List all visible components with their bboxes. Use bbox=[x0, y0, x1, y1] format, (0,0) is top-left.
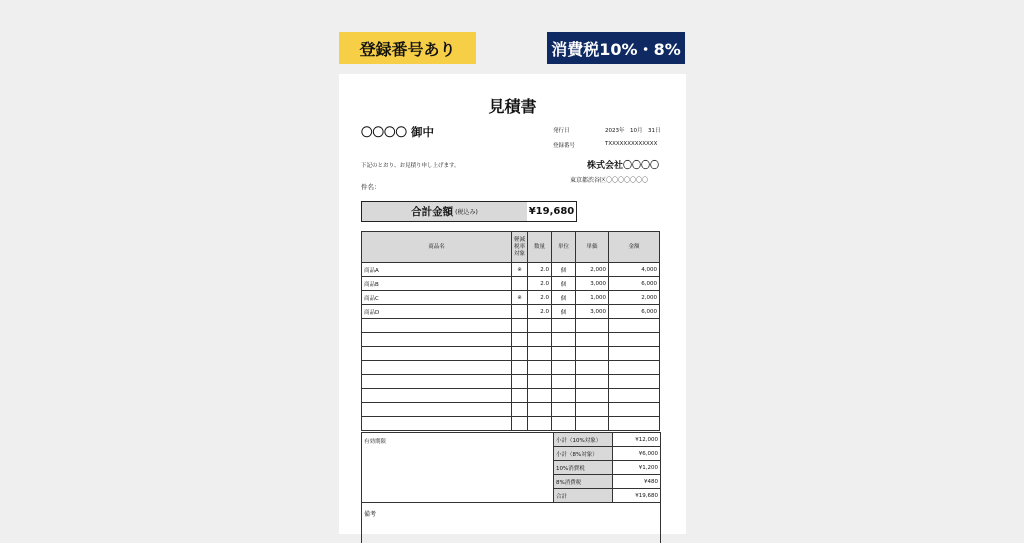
recipient-name: 〇〇〇〇 御中 bbox=[361, 125, 435, 139]
header-product: 商品名 bbox=[362, 232, 512, 263]
cell-price: 3,000 bbox=[576, 277, 609, 291]
table-row bbox=[362, 319, 660, 333]
cell-product: 商品C bbox=[362, 291, 512, 305]
cell-amount bbox=[609, 333, 660, 347]
cell-unit: 個 bbox=[552, 291, 576, 305]
cell-product bbox=[362, 403, 512, 417]
cell-product: 商品D bbox=[362, 305, 512, 319]
cell-price: 1,000 bbox=[576, 291, 609, 305]
cell-qty bbox=[528, 333, 552, 347]
table-row bbox=[362, 417, 660, 431]
header-unit: 単位 bbox=[552, 232, 576, 263]
cell-reduced bbox=[512, 319, 528, 333]
document-meta bbox=[553, 126, 661, 156]
cell-amount: 6,000 bbox=[609, 305, 660, 319]
cell-reduced bbox=[512, 347, 528, 361]
cell-reduced bbox=[512, 361, 528, 375]
cell-unit: 個 bbox=[552, 263, 576, 277]
cell-reduced: ※ bbox=[512, 291, 528, 305]
cell-reduced bbox=[512, 389, 528, 403]
cell-product bbox=[362, 361, 512, 375]
cell-unit bbox=[552, 361, 576, 375]
cell-reduced bbox=[512, 277, 528, 291]
cell-unit: 個 bbox=[552, 277, 576, 291]
cell-amount: 6,000 bbox=[609, 277, 660, 291]
table-row bbox=[362, 375, 660, 389]
cell-price: 3,000 bbox=[576, 305, 609, 319]
subtotal-row bbox=[554, 447, 661, 461]
cell-qty bbox=[528, 361, 552, 375]
cell-qty: 2.0 bbox=[528, 291, 552, 305]
table-row bbox=[362, 263, 660, 277]
table-row bbox=[362, 333, 660, 347]
subtotal-label: 合計 bbox=[554, 489, 613, 503]
subtotal-value: ¥19,680 bbox=[613, 489, 661, 503]
table-row bbox=[362, 347, 660, 361]
cell-qty bbox=[528, 319, 552, 333]
cell-product bbox=[362, 389, 512, 403]
total-amount-box bbox=[361, 201, 577, 222]
cell-reduced bbox=[512, 403, 528, 417]
cell-qty: 2.0 bbox=[528, 263, 552, 277]
subtotal-value: ¥6,000 bbox=[613, 447, 661, 461]
company-address: 東京都渋谷区〇〇〇〇〇〇〇 bbox=[570, 177, 649, 184]
subtotal-value: ¥480 bbox=[613, 475, 661, 489]
cell-amount bbox=[609, 403, 660, 417]
registration-badge: 登録番号あり bbox=[339, 32, 476, 64]
header-unit-price: 単価 bbox=[576, 232, 609, 263]
company-name: 株式会社〇〇〇〇 bbox=[587, 161, 660, 171]
table-row bbox=[362, 403, 660, 417]
table-row bbox=[362, 389, 660, 403]
cell-unit bbox=[552, 347, 576, 361]
cell-unit bbox=[552, 403, 576, 417]
cell-price bbox=[576, 319, 609, 333]
table-row bbox=[362, 305, 660, 319]
subtotal-row bbox=[554, 461, 661, 475]
subtotal-row bbox=[554, 475, 661, 489]
header-reduced-rate: 軽減税率対象 bbox=[512, 232, 528, 263]
total-label-note: (税込み) bbox=[455, 209, 478, 216]
cell-product bbox=[362, 347, 512, 361]
table-row bbox=[362, 361, 660, 375]
subtotal-value: ¥12,000 bbox=[613, 433, 661, 447]
cell-amount: 2,000 bbox=[609, 291, 660, 305]
cell-qty bbox=[528, 375, 552, 389]
cell-unit bbox=[552, 333, 576, 347]
header-amount: 金額 bbox=[609, 232, 660, 263]
subtotal-value: ¥1,200 bbox=[613, 461, 661, 475]
subtotal-label: 小計（8%対象） bbox=[554, 447, 613, 461]
cell-price bbox=[576, 417, 609, 431]
cell-amount bbox=[609, 319, 660, 333]
subject-label: 件名： bbox=[361, 183, 381, 191]
cell-price: 2,000 bbox=[576, 263, 609, 277]
cell-unit bbox=[552, 389, 576, 403]
total-amount-value: ¥19,680 bbox=[528, 206, 575, 217]
table-row bbox=[362, 291, 660, 305]
cell-product: 商品A bbox=[362, 263, 512, 277]
cell-unit: 個 bbox=[552, 305, 576, 319]
table-row bbox=[362, 277, 660, 291]
cell-reduced bbox=[512, 305, 528, 319]
cell-product: 商品B bbox=[362, 277, 512, 291]
cell-qty bbox=[528, 347, 552, 361]
total-label-text: 合計金額 bbox=[411, 206, 454, 218]
subtotal-label: 10%消費税 bbox=[554, 461, 613, 475]
issue-date-label: 発行日 bbox=[553, 128, 570, 134]
cell-unit bbox=[552, 417, 576, 431]
registration-number-value: TXXXXXXXXXXXXX bbox=[605, 141, 658, 147]
cell-reduced bbox=[512, 333, 528, 347]
total-amount-label bbox=[362, 202, 527, 221]
subtotal-label: 小計（10%対象） bbox=[554, 433, 613, 447]
cell-qty: 2.0 bbox=[528, 277, 552, 291]
cell-unit bbox=[552, 375, 576, 389]
cell-price bbox=[576, 333, 609, 347]
table-header-row bbox=[362, 232, 660, 263]
cell-amount bbox=[609, 389, 660, 403]
cell-amount bbox=[609, 375, 660, 389]
cell-qty bbox=[528, 417, 552, 431]
subtotal-row bbox=[554, 489, 661, 503]
summary-section bbox=[361, 432, 661, 503]
cell-unit bbox=[552, 319, 576, 333]
cell-product bbox=[362, 319, 512, 333]
cell-reduced bbox=[512, 375, 528, 389]
cell-price bbox=[576, 389, 609, 403]
cell-product bbox=[362, 333, 512, 347]
items-table bbox=[361, 231, 660, 431]
cell-product bbox=[362, 375, 512, 389]
subtotal-label: 8%消費税 bbox=[554, 475, 613, 489]
cell-price bbox=[576, 347, 609, 361]
cell-qty: 2.0 bbox=[528, 305, 552, 319]
cell-amount: 4,000 bbox=[609, 263, 660, 277]
document-title: 見積書 bbox=[488, 97, 537, 116]
issue-date-value: 2023年 10月 31日 bbox=[605, 128, 661, 134]
cell-qty bbox=[528, 403, 552, 417]
cell-amount bbox=[609, 361, 660, 375]
cell-amount bbox=[609, 347, 660, 361]
cell-reduced: ※ bbox=[512, 263, 528, 277]
cell-price bbox=[576, 361, 609, 375]
notes-section bbox=[361, 502, 661, 543]
validity-label: 有効期限 bbox=[364, 439, 387, 445]
header-quantity: 数量 bbox=[528, 232, 552, 263]
subtotal-table bbox=[553, 432, 661, 503]
cell-product bbox=[362, 417, 512, 431]
cell-qty bbox=[528, 389, 552, 403]
intro-text: 下記のとおり、お見積り申し上げます。 bbox=[361, 163, 460, 169]
tax-rate-badge: 消費税10%・8% bbox=[547, 32, 685, 64]
registration-number-label: 登録番号 bbox=[553, 143, 576, 149]
subtotal-row bbox=[554, 433, 661, 447]
cell-amount bbox=[609, 417, 660, 431]
cell-reduced bbox=[512, 417, 528, 431]
quotation-document bbox=[339, 74, 686, 534]
cell-price bbox=[576, 375, 609, 389]
notes-label: 備考 bbox=[364, 511, 377, 518]
cell-price bbox=[576, 403, 609, 417]
